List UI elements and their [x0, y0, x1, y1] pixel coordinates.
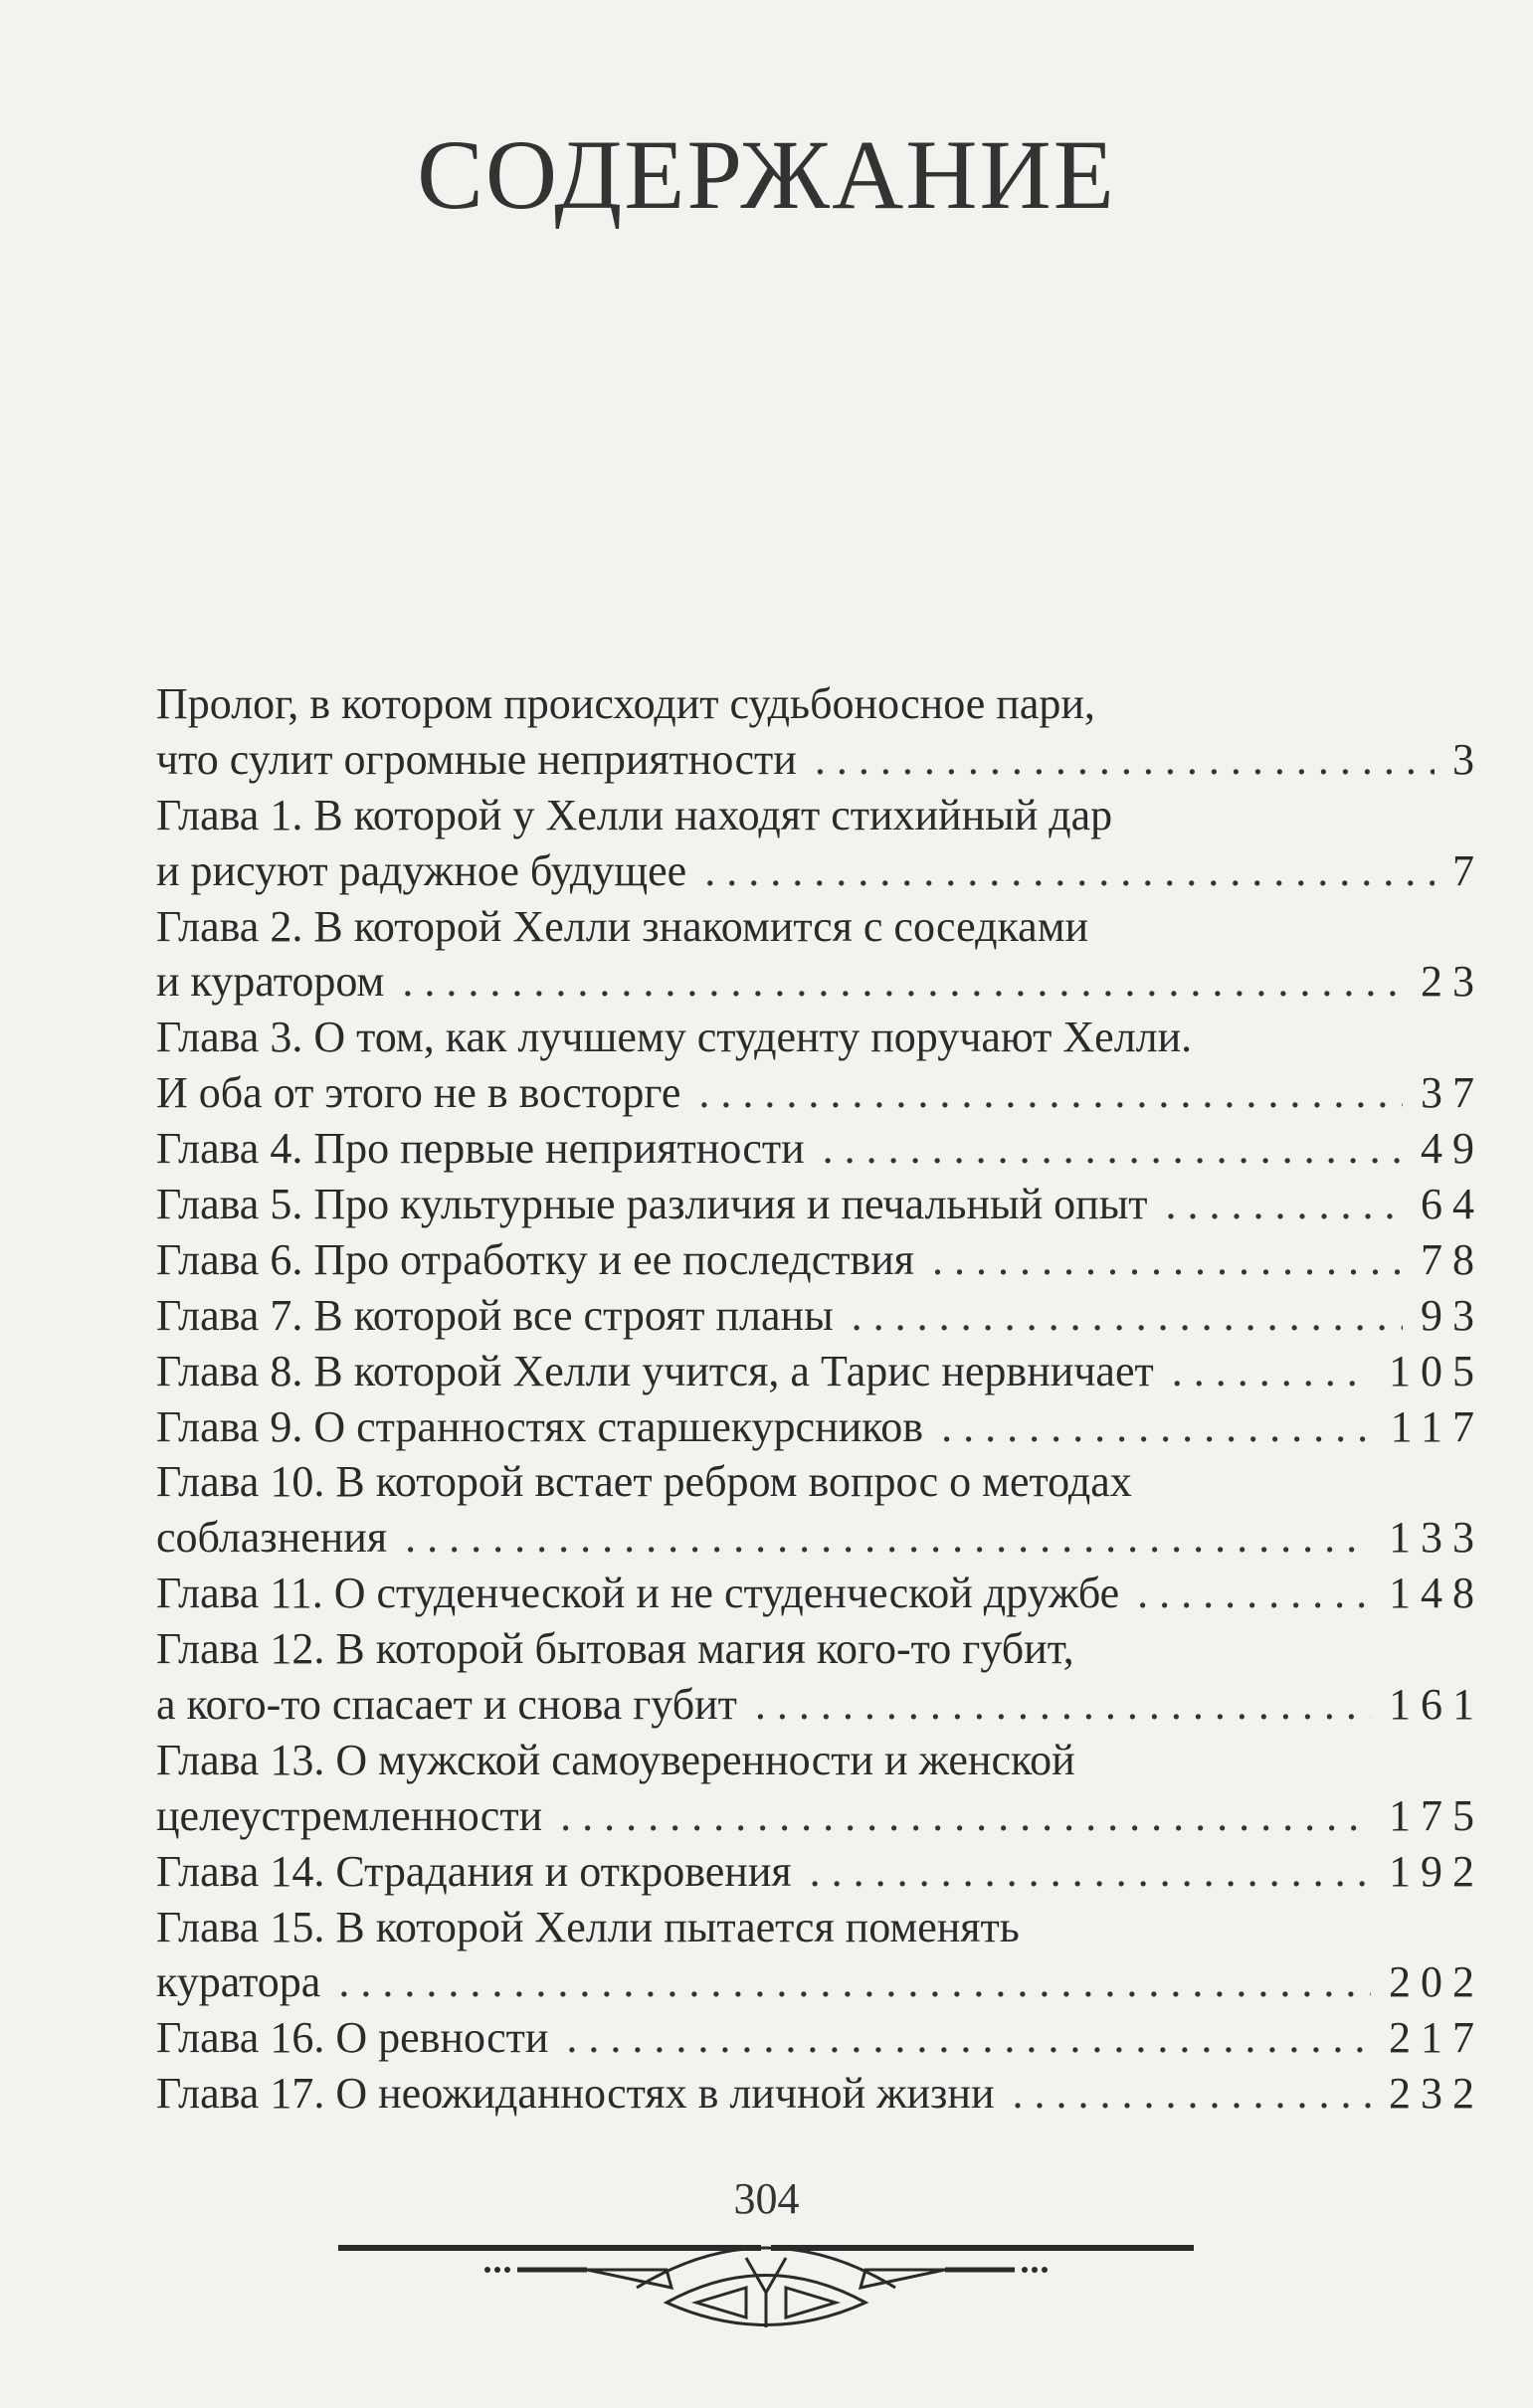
page-title: СОДЕРЖАНИЕ: [417, 119, 1116, 230]
dot-leader: [810, 1844, 1371, 1900]
toc-entry[interactable]: [156, 1621, 1484, 1733]
toc-page-number: 133: [1389, 1513, 1484, 1563]
toc-line: [156, 843, 1484, 899]
toc-line: [156, 899, 1474, 955]
toc-entry-title: Глава 1. В которой у Хелли находят стихийный дар: [156, 790, 1113, 839]
toc-entry[interactable]: [156, 1566, 1484, 1621]
toc-entry[interactable]: [156, 2066, 1484, 2122]
table-of-contents: [156, 676, 1484, 2122]
toc-entry-title: и куратором: [156, 957, 385, 1007]
dot-leader: [1166, 1177, 1404, 1232]
toc-page-number: 64: [1421, 1180, 1484, 1229]
toc-line: [156, 1065, 1484, 1121]
toc-entry-title: что сулит огромные неприятности: [156, 734, 797, 784]
toc-entry-title: Глава 13. О мужской самоуверенности и женской: [156, 1735, 1075, 1784]
toc-entry[interactable]: [156, 899, 1484, 1011]
toc-page-number: 175: [1389, 1790, 1484, 1840]
toc-line: [156, 1344, 1484, 1399]
toc-entry-title: Глава 7. В которой все строят планы: [156, 1290, 834, 1340]
dot-leader: [566, 2010, 1371, 2066]
toc-page-number: 3: [1452, 734, 1484, 784]
dot-leader: [932, 1232, 1403, 1288]
toc-entry-title: Глава 12. В которой бытовая магия кого-то губит,: [156, 1624, 1074, 1674]
dot-leader: [823, 1121, 1403, 1177]
dot-leader: [1013, 2066, 1372, 2122]
toc-line: [156, 732, 1484, 788]
toc-entry-title: Пролог, в котором происходит судьбоносное пари,: [156, 679, 1095, 728]
toc-entry-title: И оба от этого не в восторге: [156, 1068, 681, 1118]
toc-page-number: 148: [1389, 1569, 1484, 1618]
toc-entry[interactable]: [156, 1232, 1484, 1288]
toc-entry-title: Глава 15. В которой Хелли пытается поменять: [156, 1902, 1020, 1951]
toc-entry-title: Глава 4. Про первые неприятности: [156, 1124, 805, 1174]
toc-entry[interactable]: [156, 1454, 1484, 1566]
ornament-divider-icon: [338, 2228, 1194, 2347]
toc-entry[interactable]: [156, 1344, 1484, 1399]
toc-entry[interactable]: [156, 788, 1484, 899]
dot-leader: [755, 1677, 1371, 1733]
dot-leader: [698, 1065, 1403, 1121]
toc-line: [156, 1677, 1484, 1733]
toc-page-number: 23: [1421, 957, 1484, 1007]
toc-entry[interactable]: [156, 1010, 1484, 1121]
toc-line: [156, 1954, 1484, 2010]
toc-page-number: 202: [1389, 1957, 1484, 2007]
toc-line: [156, 2066, 1484, 2122]
toc-line: [156, 1844, 1484, 1900]
toc-entry[interactable]: [156, 1288, 1484, 1344]
toc-line: [156, 788, 1474, 843]
toc-page-number: 7: [1452, 845, 1484, 895]
toc-line: [156, 1010, 1474, 1065]
toc-entry-title: соблазнения: [156, 1513, 388, 1563]
toc-entry[interactable]: [156, 1177, 1484, 1232]
toc-entry[interactable]: [156, 2010, 1484, 2066]
dot-leader: [852, 1288, 1403, 1344]
toc-entry[interactable]: [156, 1844, 1484, 1900]
toc-entry[interactable]: [156, 1399, 1484, 1455]
dot-leader: [560, 1788, 1371, 1844]
toc-entry-title: Глава 17. О неожиданностях в личной жизни: [156, 2069, 995, 2119]
toc-page-number: 93: [1421, 1290, 1484, 1340]
toc-line: [156, 1177, 1484, 1232]
dot-leader: [704, 843, 1435, 899]
toc-line: [156, 1566, 1484, 1621]
page-number: 304: [733, 2174, 800, 2223]
dot-leader: [1137, 1566, 1371, 1621]
toc-entry-title: целеустремленности: [156, 1790, 543, 1840]
toc-entry[interactable]: [156, 1733, 1484, 1844]
toc-entry[interactable]: [156, 1900, 1484, 2011]
toc-entry-title: Глава 9. О странностях старшекурсников: [156, 1401, 924, 1451]
toc-entry-title: Глава 14. Страдания и откровения: [156, 1846, 792, 1896]
toc-line: [156, 954, 1484, 1010]
toc-page-number: 192: [1389, 1846, 1484, 1896]
dot-leader: [1172, 1344, 1371, 1399]
toc-entry-title: Глава 11. О студенческой и не студенческой дружбе: [156, 1569, 1120, 1618]
toc-entry-title: Глава 10. В которой встает ребром вопрос о методах: [156, 1457, 1132, 1507]
toc-line: [156, 2010, 1484, 2066]
dot-leader: [338, 1954, 1371, 2010]
toc-entry-title: Глава 16. О ревности: [156, 2013, 549, 2063]
toc-page-number: 37: [1421, 1068, 1484, 1118]
toc-entry-title: а кого-то спасает и снова губит: [156, 1680, 737, 1730]
toc-line: [156, 1900, 1474, 1955]
toc-page-number: 105: [1389, 1346, 1484, 1395]
toc-entry-title: Глава 5. Про культурные различия и печальный опыт: [156, 1180, 1148, 1229]
toc-entry-title: куратора: [156, 1957, 321, 2007]
toc-line: [156, 1454, 1474, 1510]
toc-line: [156, 1121, 1484, 1177]
toc-entry-title: Глава 2. В которой Хелли знакомится с соседками: [156, 901, 1089, 951]
toc-line: [156, 1232, 1484, 1288]
toc-page-number: 78: [1421, 1234, 1484, 1284]
toc-page-number: 117: [1390, 1401, 1484, 1451]
dot-leader: [402, 954, 1403, 1010]
dot-leader: [941, 1399, 1373, 1455]
dot-leader: [815, 732, 1435, 788]
toc-line: [156, 1399, 1484, 1455]
toc-entry-title: Глава 6. Про отработку и ее последствия: [156, 1234, 915, 1284]
toc-line: [156, 1288, 1484, 1344]
toc-line: [156, 1621, 1474, 1677]
toc-page-number: 217: [1389, 2013, 1484, 2063]
toc-page-number: 49: [1421, 1124, 1484, 1174]
toc-page-number: 161: [1389, 1680, 1484, 1730]
toc-line: [156, 1510, 1484, 1566]
toc-entry[interactable]: [156, 1121, 1484, 1177]
toc-entry[interactable]: [156, 676, 1484, 788]
toc-line: [156, 1733, 1474, 1788]
toc-line: [156, 1788, 1484, 1844]
dot-leader: [405, 1510, 1371, 1566]
toc-entry-title: и рисуют радужное будущее: [156, 845, 687, 895]
toc-entry-title: Глава 3. О том, как лучшему студенту поручают Хелли.: [156, 1013, 1193, 1062]
toc-line: [156, 676, 1474, 732]
toc-page-number: 232: [1389, 2069, 1484, 2119]
toc-entry-title: Глава 8. В которой Хелли учится, а Тарис нервничает: [156, 1346, 1154, 1395]
